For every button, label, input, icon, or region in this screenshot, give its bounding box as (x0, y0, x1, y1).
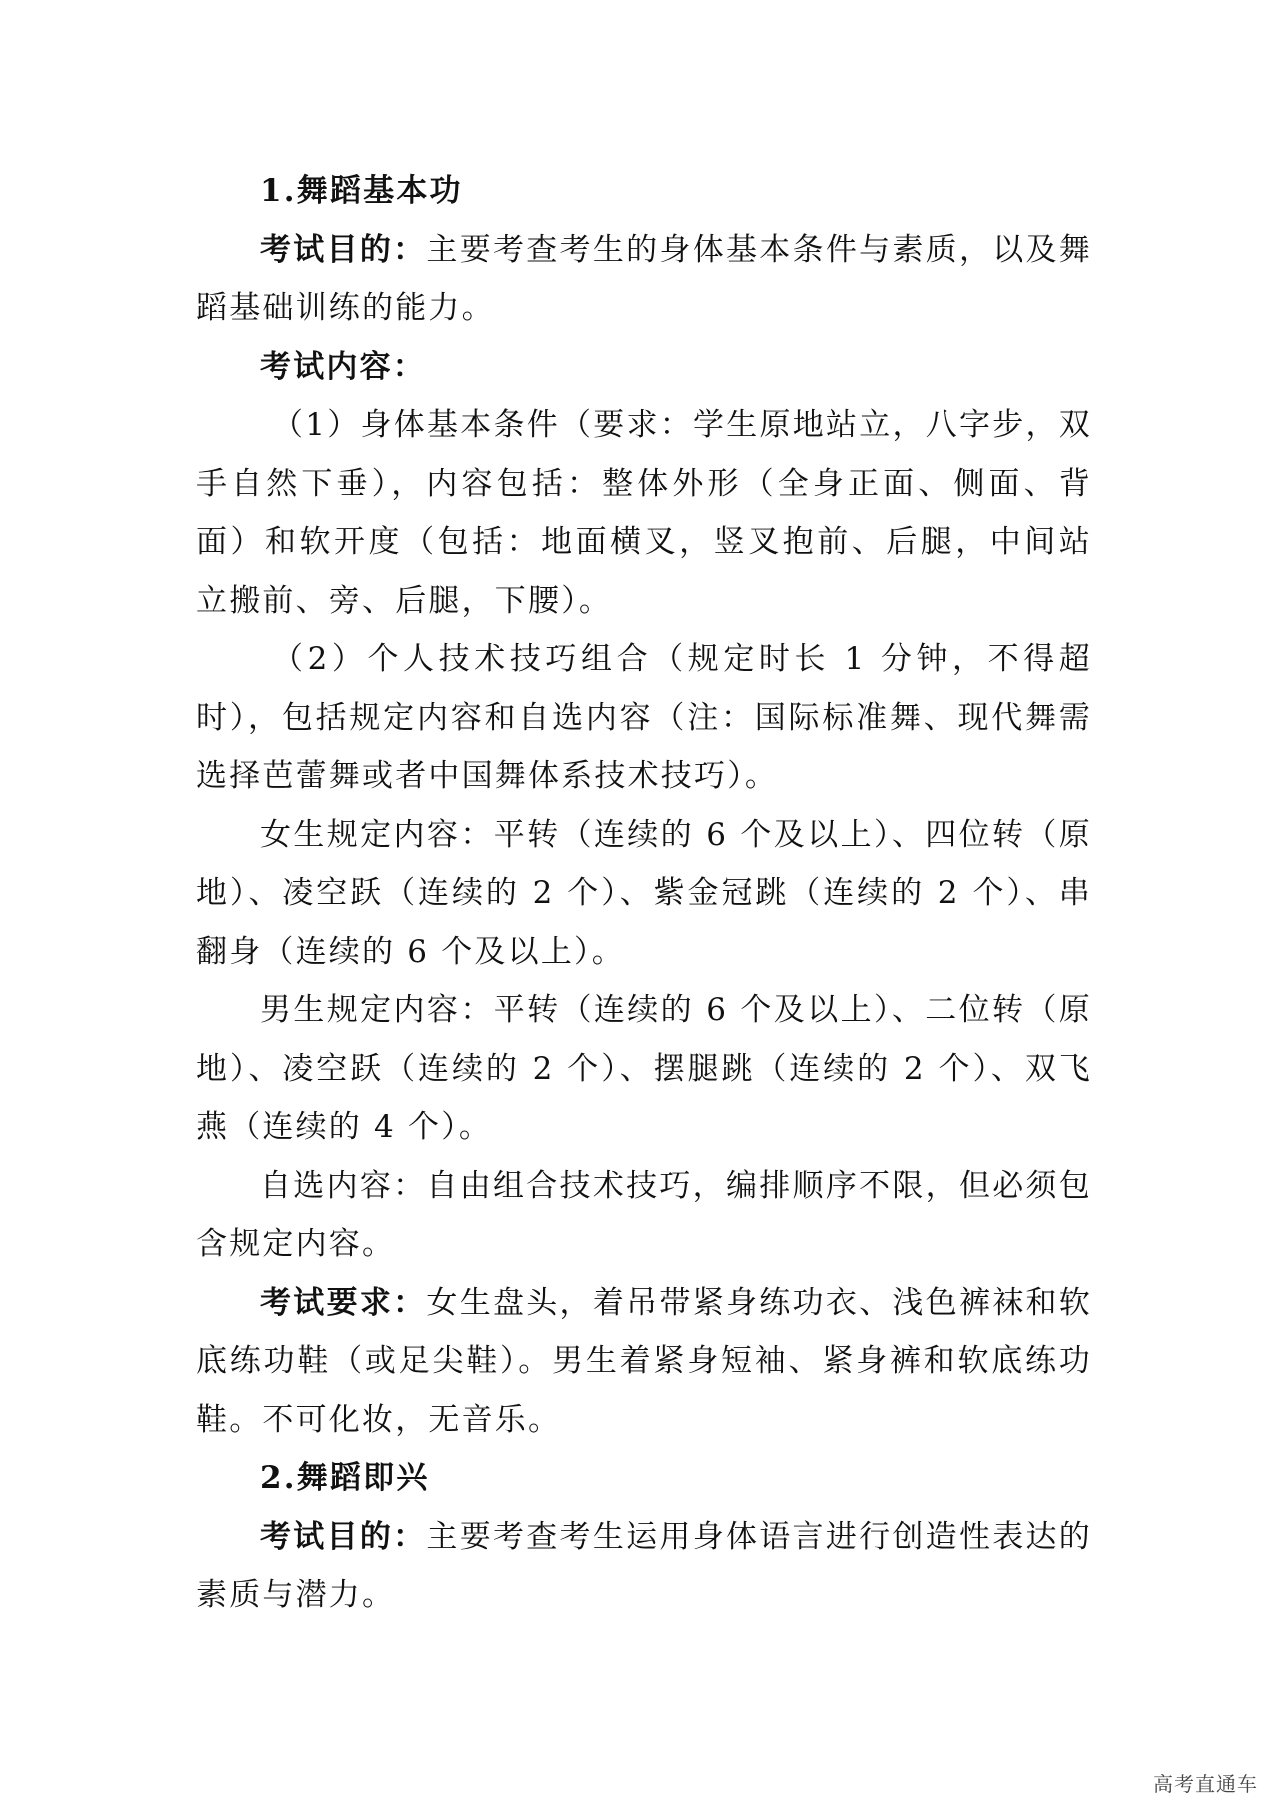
exam-content-label: 考试内容： (260, 348, 426, 385)
section-heading-dance-basics: 1.舞蹈基本功 (260, 173, 463, 209)
content-item-body-conditions: （1）身体基本条件（要求：学生原地站立，八字步，双手自然下垂），内容包括：整体外形（全身正面、侧面、背面）和软开度（包括：地面横叉，竖叉抱前、后腿，中间站立搬前、旁、后腿，下腰）。 (196, 407, 1092, 619)
improv-purpose-text: 主要考查考生运用身体语言进行创造性表达的素质与潜力。 (196, 1518, 1093, 1613)
improv-purpose-label: 考试目的： (260, 1518, 427, 1555)
female-required-content: 女生规定内容：平转（连续的 6 个及以上）、四位转（原地）、凌空跃（连续的 2 个）、紫金冠跳（连续的 2 个）、串翻身（连续的 6 个及以上）。 (196, 816, 1092, 970)
exam-requirement-text: 女生盘头，着吊带紧身练功衣、浅色裤袜和软底练功鞋（或足尖鞋）。男生着紧身短袖、紧身裤和软底练功鞋。不可化妆，无音乐。 (196, 1284, 1093, 1438)
section-heading-dance-improvisation: 2.舞蹈即兴 (260, 1460, 430, 1496)
exam-purpose-text: 主要考查考生的身体基本条件与素质，以及舞蹈基础训练的能力。 (196, 231, 1093, 326)
content-item-technique-combination: （2）个人技术技巧组合（规定时长 1 分钟，不得超时），包括规定内容和自选内容（注：国际标准舞、现代舞需选择芭蕾舞或者中国舞体系技术技巧）。 (196, 641, 1092, 794)
male-required-content: 男生规定内容：平转（连续的 6 个及以上）、二位转（原地）、凌空跃（连续的 2 个）、摆腿跳（连续的 2 个）、双飞燕（连续的 4 个）。 (196, 992, 1092, 1145)
optional-content: 自选内容：自由组合技术技巧，编排顺序不限，但必须包含规定内容。 (196, 1167, 1092, 1262)
exam-purpose-paragraph (196, 221, 1092, 338)
exam-purpose-label: 考试目的： (260, 231, 427, 268)
watermark: 高考直通车 (1153, 1772, 1258, 1796)
exam-requirement-paragraph (196, 1274, 1092, 1450)
improv-purpose-paragraph (196, 1508, 1092, 1625)
document-body (196, 162, 1092, 1625)
exam-requirement-label: 考试要求： (260, 1284, 427, 1321)
